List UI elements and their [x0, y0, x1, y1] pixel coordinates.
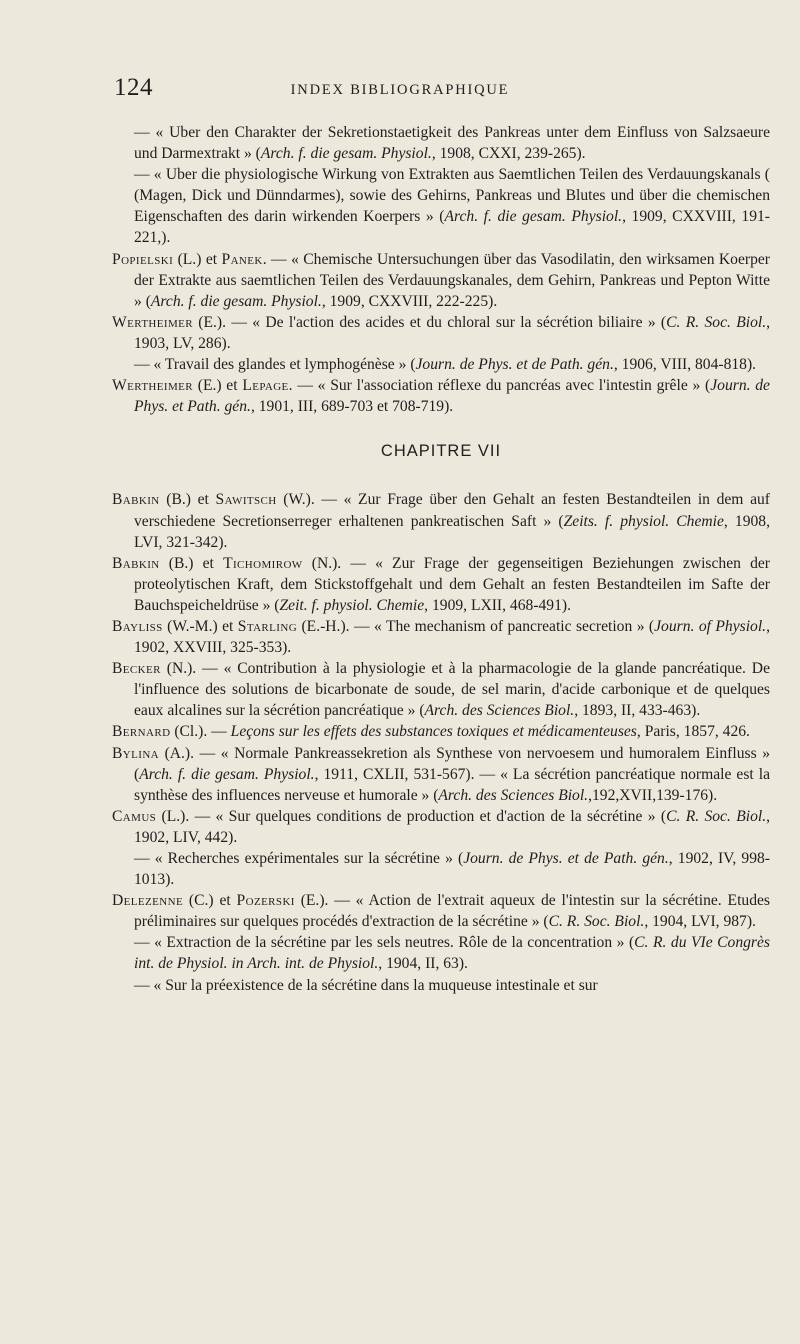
- bibliography-section-chapter-vii: [112, 489, 770, 995]
- entry-source-title: Arch. f. die gesam. Physiol.: [150, 292, 322, 310]
- entry-source-title: C. R. Soc. Biol.: [666, 807, 767, 825]
- entry-author: Bylina: [112, 744, 160, 762]
- bibliography-entry: [112, 354, 770, 375]
- entry-text: , 1908, CXXI, 239-265).: [431, 145, 586, 163]
- page-number: 124: [114, 74, 153, 101]
- entry-author: Camus: [112, 807, 157, 825]
- entry-text: . — « Chemische Untersuchungen über das Vasodilatin, den wirksamen Koerper der Extrakte aus saemtlichen Teilen des Verdauungskanales, dem Gehirn, Pankreas und Pepton Witte » (: [134, 250, 770, 310]
- page-header: [0, 74, 800, 114]
- entry-text: , 1909, CXXVIII, 222-225).: [321, 292, 498, 310]
- bibliography-entry: [112, 312, 770, 354]
- entry-text: , 1906, VIII, 804-818).: [613, 356, 757, 374]
- entry-text: (C.) et: [183, 892, 237, 910]
- bibliography-entry: [112, 553, 770, 616]
- entry-text: — « Uber den Charakter der Sekretionstaetigkeit des Pankreas unter dem Einfluss von Salzsaeure und Darmextrakt » (: [134, 124, 770, 163]
- entry-text: (E.) et: [193, 377, 243, 395]
- entry-source-title: Arch. f. die gesam. Physiol.: [139, 765, 315, 783]
- bibliography-entry: [112, 848, 770, 890]
- bibliography-section-previous: [112, 122, 770, 417]
- entry-text: (N.). — « Zur Frage der gegenseitigen Beziehungen zwischen der proteolytischen Kraft, dem Stickstoffgehalt und dem Gehalt an festen Bestandteilen im Safte der Bauchspeicheldrüse » (: [134, 554, 770, 614]
- entry-text: , Paris, 1857, 426.: [636, 723, 750, 741]
- entry-text: , 1902, LIV, 442).: [134, 807, 771, 846]
- entry-author: Babkin: [112, 554, 160, 572]
- entry-text: (E.-H.). — « The mechanism of pancreatic secretion » (: [297, 617, 655, 635]
- entry-coauthor: Tichomirow: [223, 554, 303, 572]
- entry-text: — « Travail des glandes et lymphogénèse » (: [134, 356, 416, 374]
- entry-source-title: C. R. du VIe Congrès int. de Physiol. in Arch. int. de Physiol.: [134, 934, 770, 973]
- bibliography-entry: [112, 721, 770, 742]
- entry-text: (A.). — « Normale Pankreassekretion als Synthese von nervoesem und humoralem Einfluss » (: [134, 744, 770, 783]
- entry-text: — « Recherches expérimentales sur la sécrétine » (: [134, 850, 464, 867]
- bibliography-entry: [112, 164, 770, 248]
- entry-text: , 1904, LVI, 987).: [644, 913, 756, 931]
- bibliography-column: [112, 122, 770, 996]
- entry-source-title: Journ. de Phys. et de Path. gén.: [463, 850, 669, 867]
- bibliography-entry: [112, 890, 770, 932]
- entry-author: Becker: [112, 660, 161, 678]
- entry-text: — « Uber die physiologische Wirkung von Extrakten aus Saemtlichen Teilen des Verdauungskanals ( (Magen, Dick und Dünndarmes), sowie des Gehirns, Pankreas und Blutes und über die chemischen Eigenschaften des darin wirkenden Koerpers » (: [134, 166, 770, 226]
- entry-source-title: Journ. de Phys. et Path. gén.: [134, 377, 770, 416]
- entry-source-title: Arch. des Sciences Biol.: [438, 786, 589, 804]
- entry-author: Delezenne: [112, 892, 184, 910]
- entry-text: , 1911, CXLII, 531-567). — « La sécrétion pancréatique normale est la synthèse des influences nerveuse et humorale » (: [134, 765, 770, 804]
- entry-author: Bayliss: [112, 617, 163, 635]
- entry-coauthor: Sawitsch: [215, 491, 277, 509]
- entry-text: , 1904, II, 63).: [378, 955, 468, 973]
- bibliography-entry: [112, 375, 770, 417]
- entry-source-title: Arch. des Sciences Biol.: [424, 702, 575, 720]
- entry-source-title: Journ. de Phys. et de Path. gén.: [415, 356, 614, 374]
- entry-text: . — « Sur l'association réflexe du pancréas avec l'intestin grêle » (: [288, 377, 711, 395]
- entry-author: Popielski: [112, 250, 174, 268]
- running-title: INDEX BIBLIOGRAPHIQUE: [290, 82, 510, 98]
- entry-coauthor: Starling: [237, 617, 298, 635]
- bibliography-entry: [112, 932, 770, 974]
- entry-text: ,192,XVII,139-176).: [588, 786, 718, 804]
- entry-text: — « Sur la préexistence de la sécrétine dans la muqueuse intestinale et sur: [134, 976, 598, 994]
- entry-source-title: C. R. Soc. Biol.: [548, 913, 645, 931]
- bibliography-entry: [112, 743, 770, 806]
- entry-text: (W.). — « Zur Frage über den Gehalt an festen Bestandteilen in dem auf verschiedene Secretionserreger erhaltenen pankreatischen Saft » (: [134, 491, 770, 530]
- entry-text: (N.). — « Contribution à la physiologie et à la pharmacologie de la glande pancréatique. De l'influence des solutions de bicarbonate de soude, de sel marin, d'acide carbonique et de quelques eaux alcalines sur la sécrétion pancréatique » (: [134, 660, 770, 720]
- bibliography-entry: [112, 658, 770, 721]
- entry-text: , 1901, III, 689-703 et 708-719).: [250, 398, 454, 416]
- entry-text: (B.) et: [159, 491, 216, 509]
- chapter-heading: CHAPITRE VII: [380, 442, 502, 461]
- entry-text: , 1902, XXVIII, 325-353).: [134, 617, 770, 657]
- entry-source-title: Zeits. f. physiol. Chemie: [563, 512, 724, 530]
- bibliography-entry: [112, 806, 770, 848]
- entry-text: , 1909, CXXVIII, 191-221,).: [134, 208, 770, 247]
- entry-source-title: C. R. Soc. Biol.: [666, 313, 767, 331]
- entry-source-title: Leçons sur les effets des substances toxiques et médicamenteuses: [230, 723, 637, 741]
- entry-text: , 1903, LV, 286).: [134, 313, 771, 352]
- entry-source-title: Zeit. f. physiol. Chemie: [279, 596, 425, 614]
- entry-source-title: Arch. f. die gesam. Physiol.: [444, 208, 623, 226]
- entry-text: (W.-M.) et: [162, 617, 238, 635]
- entry-text: (L.) et: [173, 250, 222, 268]
- entry-source-title: Journ. of Physiol.: [654, 617, 767, 635]
- bibliography-entry: [112, 975, 770, 996]
- entry-text: (Cl.). —: [170, 723, 231, 741]
- entry-coauthor: Lepage: [242, 377, 289, 395]
- entry-text: , 1909, LXII, 468-491).: [424, 596, 571, 614]
- entry-author: Babkin: [112, 491, 160, 509]
- bibliography-entry: [112, 616, 770, 658]
- entry-coauthor: Panek: [221, 250, 263, 268]
- entry-author: Wertheimer: [112, 377, 193, 395]
- bibliography-entry: [112, 489, 770, 552]
- entry-text: (B.) et: [159, 554, 224, 572]
- bibliography-entry: [112, 122, 770, 164]
- entry-text: (E.). — « De l'action des acides et du chloral sur la sécrétion biliaire » (: [193, 313, 667, 331]
- entry-text: (E.). — « Action de l'extrait aqueux de l'intestin sur la sécrétine. Etudes préliminaires sur quelques procédés d'extraction de la sécrétine » (: [134, 892, 770, 931]
- entry-author: Bernard: [112, 723, 171, 741]
- entry-text: — « Extraction de la sécrétine par les sels neutres. Rôle de la concentration » (: [134, 934, 635, 952]
- entry-text: , 1908, LVI, 321-342).: [134, 512, 770, 551]
- entry-source-title: Arch. f. die gesam. Physiol.: [260, 145, 432, 163]
- entry-text: , 1902, IV, 998-1013).: [134, 850, 770, 889]
- entry-author: Wertheimer: [112, 313, 193, 331]
- entry-coauthor: Pozerski: [236, 892, 295, 910]
- entry-text: (L.). — « Sur quelques conditions de production et d'action de la sécrétine » (: [156, 807, 667, 825]
- bibliography-entry: [112, 249, 770, 312]
- entry-text: , 1893, II, 433-463).: [574, 702, 701, 720]
